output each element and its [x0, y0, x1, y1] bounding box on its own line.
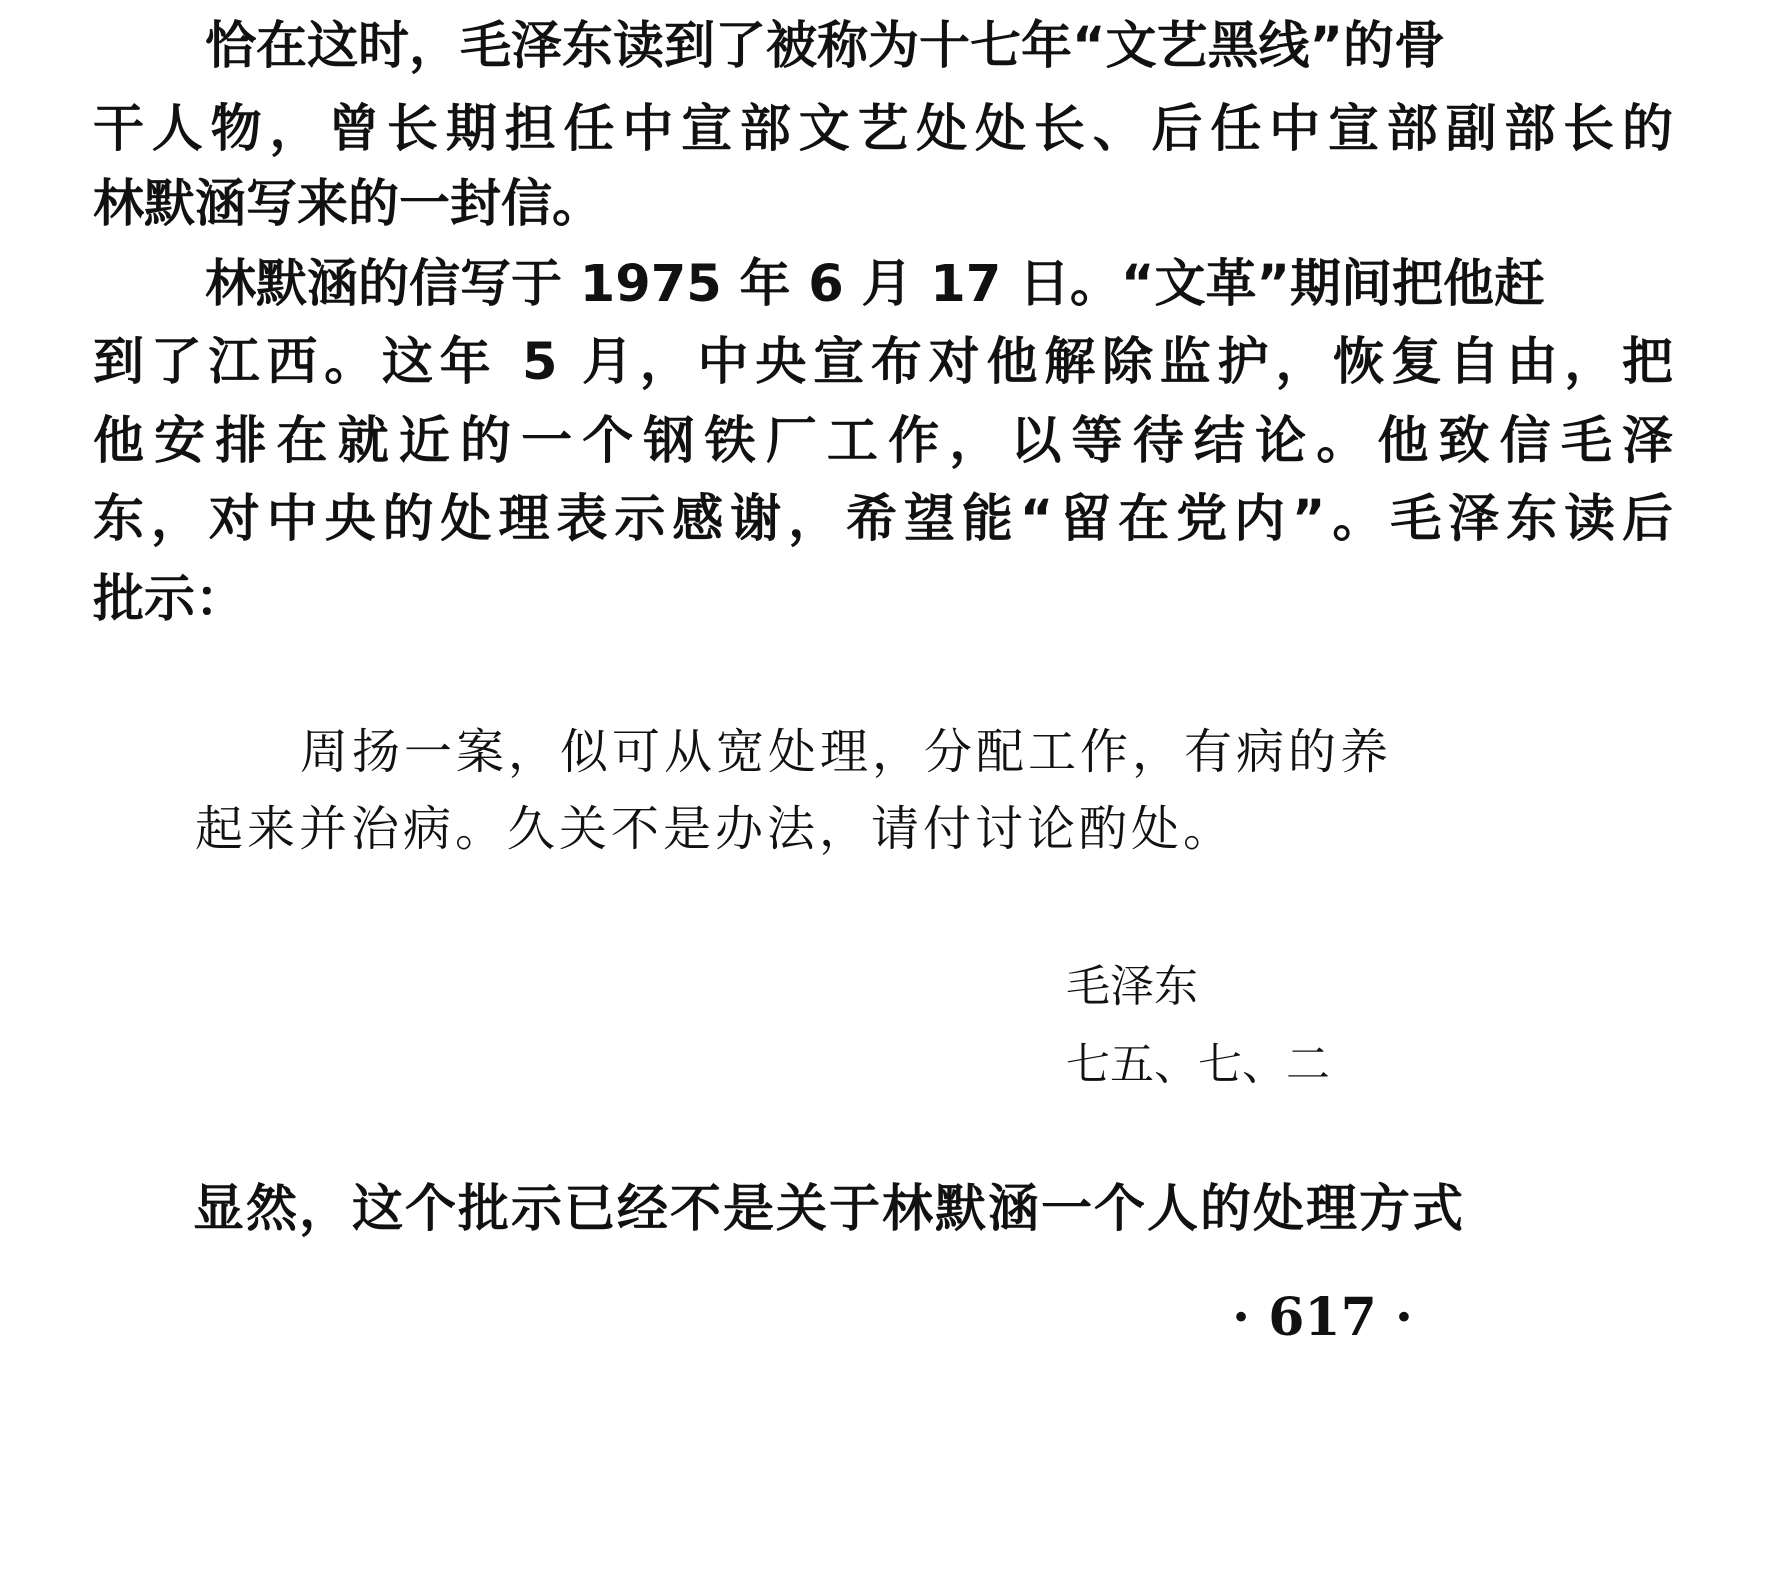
page-number: · 617 · — [1232, 1287, 1413, 1348]
instruction-line-1: 周扬一案，似可从宽处理，分配工作，有病的养 — [300, 724, 1393, 780]
signature-date: 七五、七、二 — [1066, 1039, 1330, 1090]
paragraph-2-line-4: 东，对中央的处理表示感谢，希望能“留在党内”。毛泽东读后 — [93, 490, 1673, 549]
signature-name: 毛泽东 — [1066, 961, 1198, 1012]
paragraph-2-line-1: 林默涵的信写于 1975 年 6 月 17 日。“文革”期间把他赶 — [205, 255, 1545, 314]
paragraph-1-line-2: 干人物，曾长期担任中宣部文艺处处长、后任中宣部副部长的 — [93, 100, 1673, 159]
paragraph-1-line-1: 恰在这时，毛泽东读到了被称为十七年“文艺黑线”的骨 — [205, 17, 1446, 76]
paragraph-2-line-3: 他安排在就近的一个钢铁厂工作，以等待结论。他致信毛泽 — [93, 412, 1673, 471]
paragraph-3-line-1: 显然，这个批示已经不是关于林默涵一个人的处理方式 — [193, 1180, 1466, 1239]
paragraph-1-line-3: 林默涵写来的一封信。 — [93, 175, 604, 234]
paragraph-2-line-5: 批示： — [93, 570, 247, 629]
paragraph-2-line-2: 到了江西。这年 5 月，中央宣布对他解除监护，恢复自由，把 — [93, 333, 1673, 392]
instruction-line-2: 起来并治病。久关不是办法，请付讨论酌处。 — [195, 801, 1236, 857]
